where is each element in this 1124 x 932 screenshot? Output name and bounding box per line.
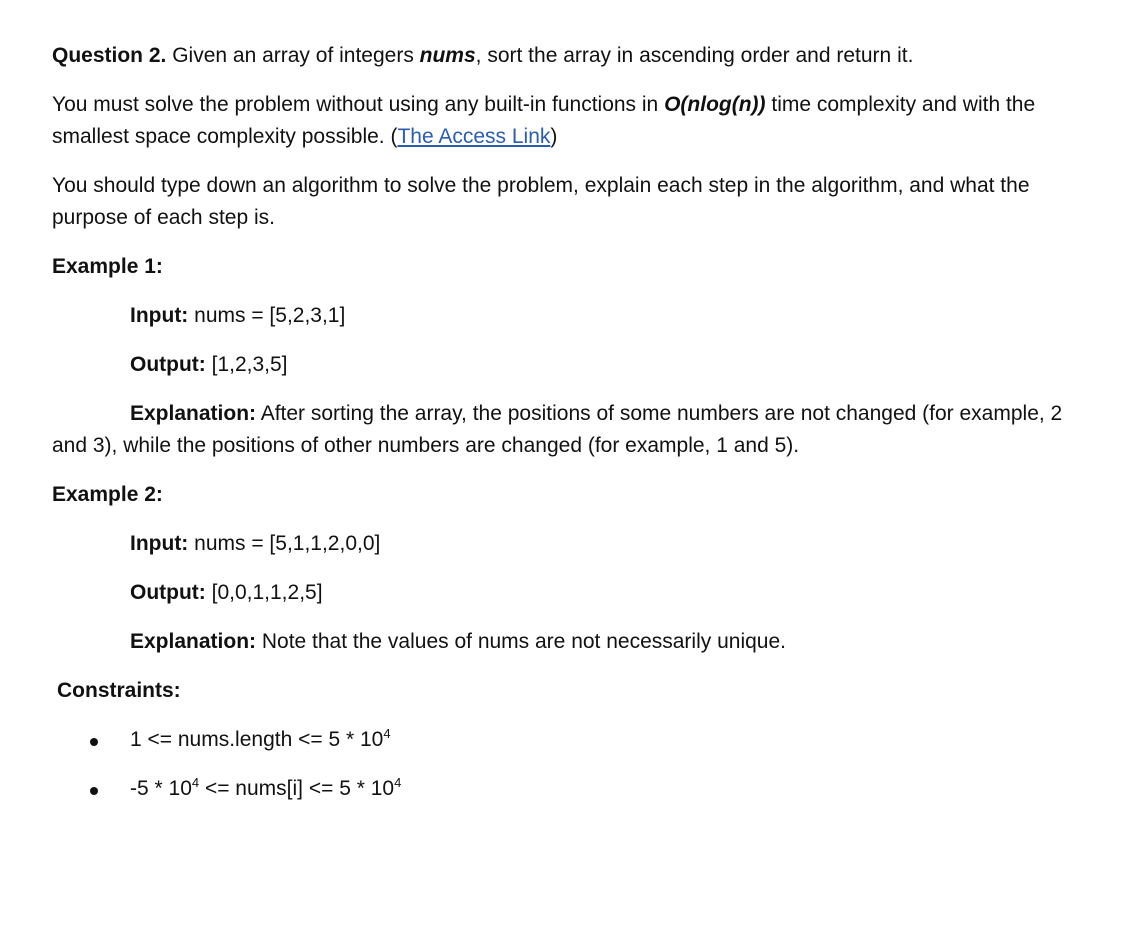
example-2-input xyxy=(52,528,1072,560)
example-1-output xyxy=(52,349,1072,381)
output-value: [0,0,1,1,2,5] xyxy=(205,581,323,604)
question-text-before: Given an array of integers xyxy=(166,44,420,67)
example-1-input xyxy=(52,300,1072,332)
question-label: Question 2. xyxy=(52,44,167,67)
document-page xyxy=(52,40,1072,822)
input-value: nums = [5,2,3,1] xyxy=(188,304,346,327)
constraints-list xyxy=(52,724,1072,805)
bullet-icon xyxy=(90,787,98,795)
constraint-text: 1 <= nums.length <= 5 * 10 xyxy=(130,728,384,751)
constraint-text: -5 * 10 xyxy=(130,777,192,800)
explanation-label: Explanation: xyxy=(130,630,257,653)
input-value: nums = [5,1,1,2,0,0] xyxy=(188,532,381,555)
complexity-text: O(nlog(n)) xyxy=(664,93,766,116)
constraint-text-middle: <= nums[i] <= 5 * 10 xyxy=(199,777,395,800)
requirement-text-end: ) xyxy=(550,125,558,148)
requirement-paragraph xyxy=(52,89,1072,153)
output-label: Output: xyxy=(130,353,206,376)
superscript: 4 xyxy=(394,775,402,790)
list-item xyxy=(52,724,1072,756)
explanation-label: Explanation: xyxy=(130,402,257,425)
list-item xyxy=(52,773,1072,805)
superscript: 4 xyxy=(383,726,391,741)
output-value: [1,2,3,5] xyxy=(205,353,288,376)
bullet-icon xyxy=(90,738,98,746)
example-1-explanation xyxy=(52,398,1072,462)
example-1-heading: Example 1: xyxy=(52,255,163,278)
requirement-text-after: time complexity and with the smallest space complexity possible. ( xyxy=(52,93,1036,148)
input-label: Input: xyxy=(130,532,189,555)
constraints-heading: Constraints: xyxy=(57,679,181,702)
output-label: Output: xyxy=(130,581,206,604)
question-text-after: , sort the array in ascending order and return it. xyxy=(475,44,914,67)
explanation-value: After sorting the array, the positions of some numbers are not changed (for example, 2 and 3), while the positions of other numbers are changed (for example, 1 and 5). xyxy=(52,402,1063,457)
example-2-explanation xyxy=(52,626,1072,658)
explanation-value: Note that the values of nums are not necessarily unique. xyxy=(256,630,786,653)
superscript: 4 xyxy=(191,775,200,790)
example-2-output xyxy=(52,577,1072,609)
instruction-paragraph: You should type down an algorithm to solve the problem, explain each step in the algorithm, and what the purpose of each step is. xyxy=(52,174,1030,229)
question-statement xyxy=(52,40,1072,72)
question-emphasis: nums xyxy=(419,44,476,67)
input-label: Input: xyxy=(130,304,189,327)
example-2-heading: Example 2: xyxy=(52,483,163,506)
access-link[interactable]: The Access Link xyxy=(397,125,551,148)
requirement-text-before: You must solve the problem without using any built-in functions in xyxy=(52,93,665,116)
